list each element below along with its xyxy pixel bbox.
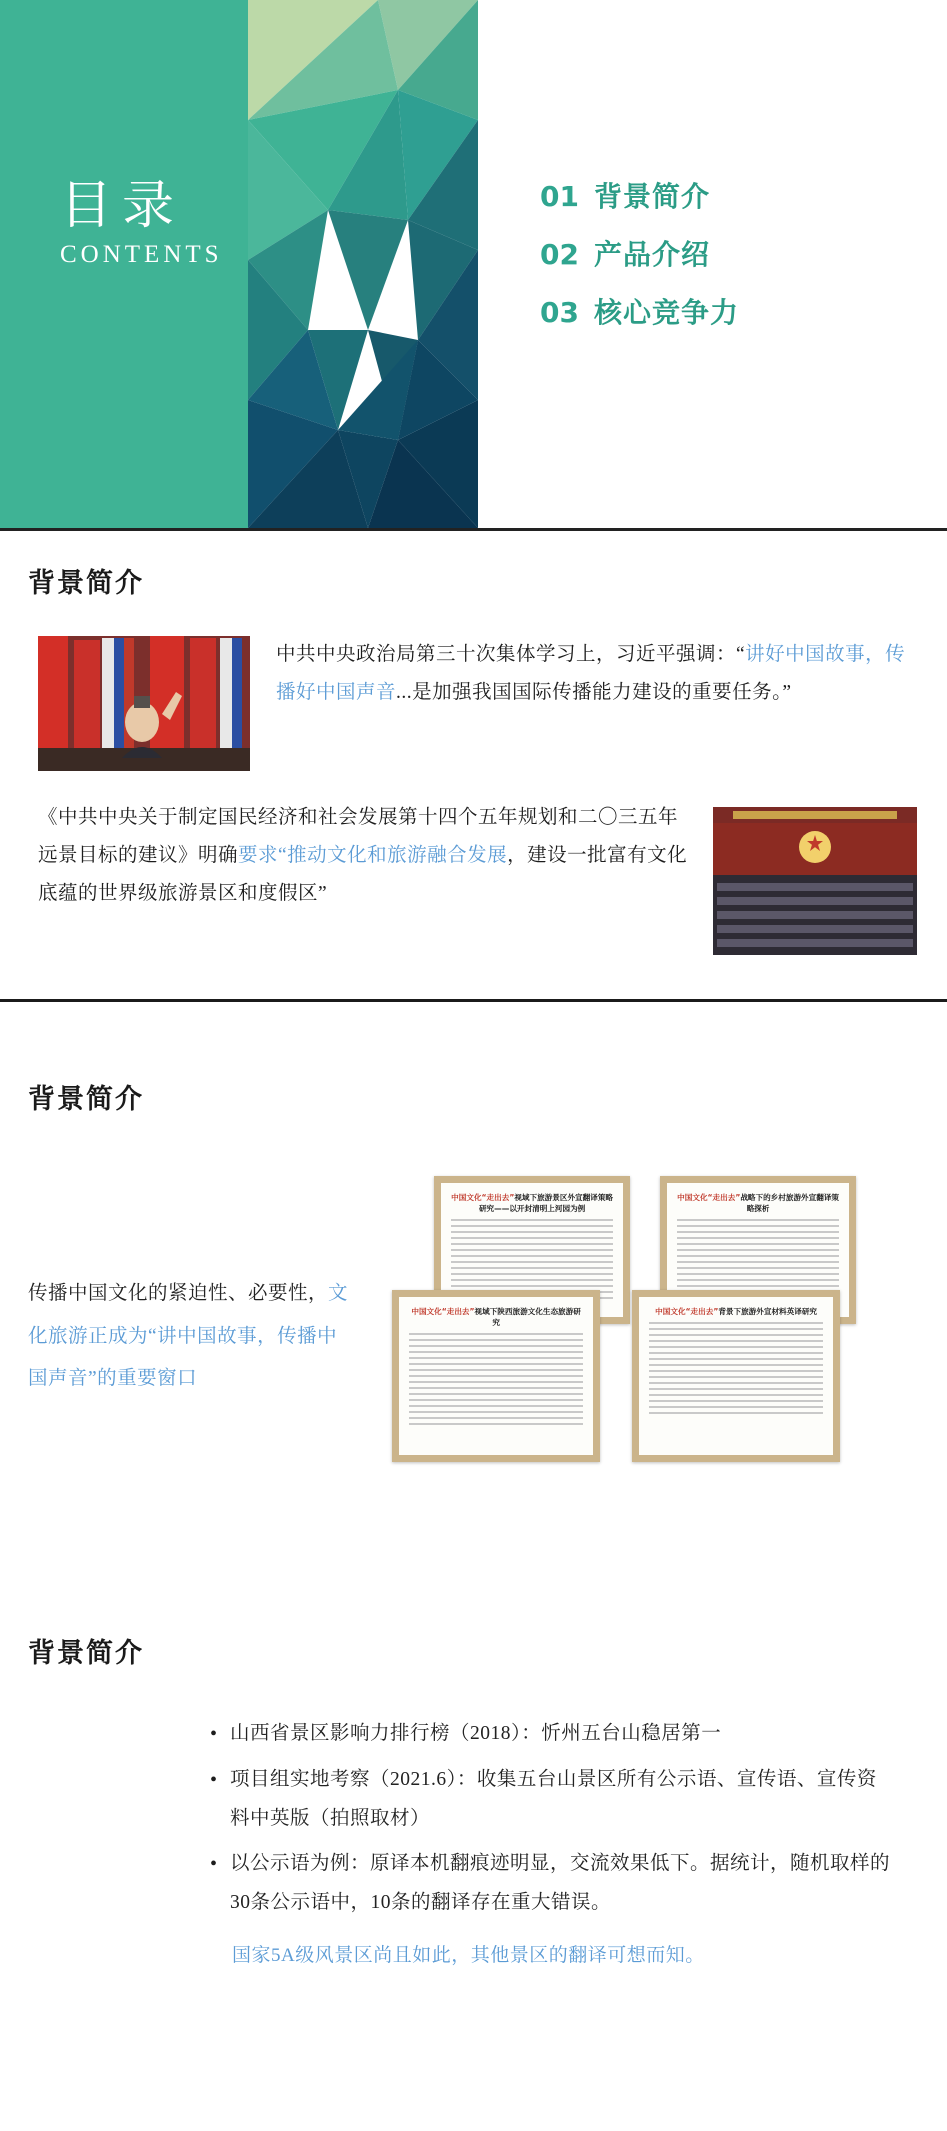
paper-2-title [677, 1192, 839, 1214]
slide-3-body [0, 1116, 947, 1502]
paper-4-title-red: 中国文化“走出去” [655, 1307, 719, 1316]
toc-item-1-number: 01 [540, 180, 579, 213]
list-item [210, 1714, 895, 1754]
slide-background-1 [0, 531, 947, 1047]
toc-item-2-number: 02 [540, 238, 579, 271]
slide-4-item-2-text: 项目组实地考察（2021.6）：收集五台山景区所有公示语、宣传语、宣传资料中英版（拍照取材） [230, 1769, 877, 1829]
toc-polygon-art [248, 0, 478, 528]
slide-2-heading: 背景简介 [28, 568, 144, 599]
slide-4-item-1-text: 山西省景区影响力排行榜（2018）：忻州五台山稳居第一 [230, 1723, 722, 1744]
toc-item-list [540, 175, 739, 349]
paper-4-body-lines [649, 1322, 823, 1414]
paper-3-title [409, 1306, 583, 1328]
slide-3-paragraph [28, 1273, 356, 1402]
slide-3-text-part-a: 传播中国文化的紧迫性、必要性， [28, 1282, 329, 1304]
slide-4-bullet-list [210, 1714, 895, 1922]
slide-contents [0, 0, 947, 528]
triangle-mosaic-graphic [248, 0, 478, 528]
paper-1-title [451, 1192, 613, 1214]
list-item [210, 1844, 895, 1922]
slide-4-note: 国家5A级风景区尚且如此，其他景区的翻译可想而知。 [232, 1945, 705, 1966]
toc-item-2[interactable] [540, 233, 739, 273]
slide-4-heading: 背景简介 [28, 1638, 144, 1669]
paper-2-title-rest: 战略下的乡村旅游外宣翻译策略探析 [740, 1193, 840, 1213]
paper-1-title-red: 中国文化“走出去” [451, 1193, 515, 1202]
xi-jinping-flags-photo [38, 636, 250, 771]
toc-item-3-number: 03 [540, 296, 579, 329]
toc-item-1-label: 背景简介 [594, 180, 711, 213]
slide-2-para1-part-b: ...是加强我国国际传播能力建设的重要任务。” [396, 682, 792, 704]
paper-3-body-lines [409, 1333, 583, 1425]
slide-2-para1-highlight: 讲好中国故事，传播好中国声音 [276, 644, 906, 704]
photo-hall-graphic [713, 807, 917, 955]
paper-thumbnail-3 [392, 1290, 600, 1462]
page-subtitle: CONTENTS [60, 241, 223, 269]
toc-item-3[interactable] [540, 291, 739, 331]
slide-2-paragraph-1 [276, 636, 907, 712]
conference-hall-photo [713, 807, 917, 955]
paper-1-title-rest: 视域下旅游景区外宣翻译策略研究——以开封清明上河园为例 [478, 1193, 614, 1213]
slide-background-2 [0, 1047, 947, 1587]
slide-background-3 [0, 1587, 947, 2122]
toc-item-1[interactable] [540, 175, 739, 215]
photo-flags-graphic [38, 636, 250, 771]
paper-4-title-rest: 背景下旅游外宣材料英译研究 [718, 1307, 818, 1316]
paper-1-body-lines [451, 1219, 613, 1299]
bullet-icon: • [210, 1769, 218, 1791]
slide-2-para2-part-a: 《中共中央关于制定国民经济和社会发展第十四个五年规划和二〇三五年远景目标的建议》明确 [38, 807, 679, 867]
paper-thumbnail-4 [632, 1290, 840, 1462]
toc-item-2-label: 产品介绍 [594, 238, 711, 271]
slide-2-row-1 [0, 600, 947, 771]
paper-4-title [649, 1306, 823, 1317]
bullet-icon: • [210, 1853, 218, 1875]
slide-2-para2-highlight: 要求“推动文化和旅游融合发展 [238, 845, 508, 867]
slide-separator-2 [0, 999, 947, 1002]
paper-2-title-red: 中国文化“走出去” [677, 1193, 741, 1202]
slide-2-paragraph-2 [38, 799, 693, 913]
slide-3-text-highlight: 文化旅游正成为“讲中国故事，传播中国声音”的重要窗口 [28, 1282, 349, 1390]
slide-3-heading: 背景简介 [28, 1084, 144, 1115]
paper-3-title-red: 中国文化“走出去” [411, 1307, 475, 1316]
slide-2-para1-part-a: 中共中央政治局第三十次集体学习上，习近平强调：“ [276, 644, 746, 665]
paper-2-body-lines [677, 1219, 839, 1299]
slide-2-row-2 [0, 771, 947, 955]
page-title: 目录 [60, 176, 185, 236]
paper-thumbnail-collage [374, 1172, 911, 1502]
slide-2-para2-part-b: ，建设一批富有文化底蕴的世界级旅游景区和度假区” [38, 845, 688, 905]
slide-4-item-3-text: 以公示语为例：原译本机翻痕迹明显，交流效果低下。据统计，随机取样的30条公示语中，10条的翻译存在重大错误。 [230, 1853, 891, 1913]
toc-title-group [60, 178, 223, 269]
paper-3-title-rest: 视域下陕西旅游文化生态旅游研究 [474, 1307, 581, 1327]
toc-item-3-label: 核心竞争力 [594, 296, 740, 329]
bullet-icon: • [210, 1723, 218, 1745]
list-item [210, 1760, 895, 1838]
